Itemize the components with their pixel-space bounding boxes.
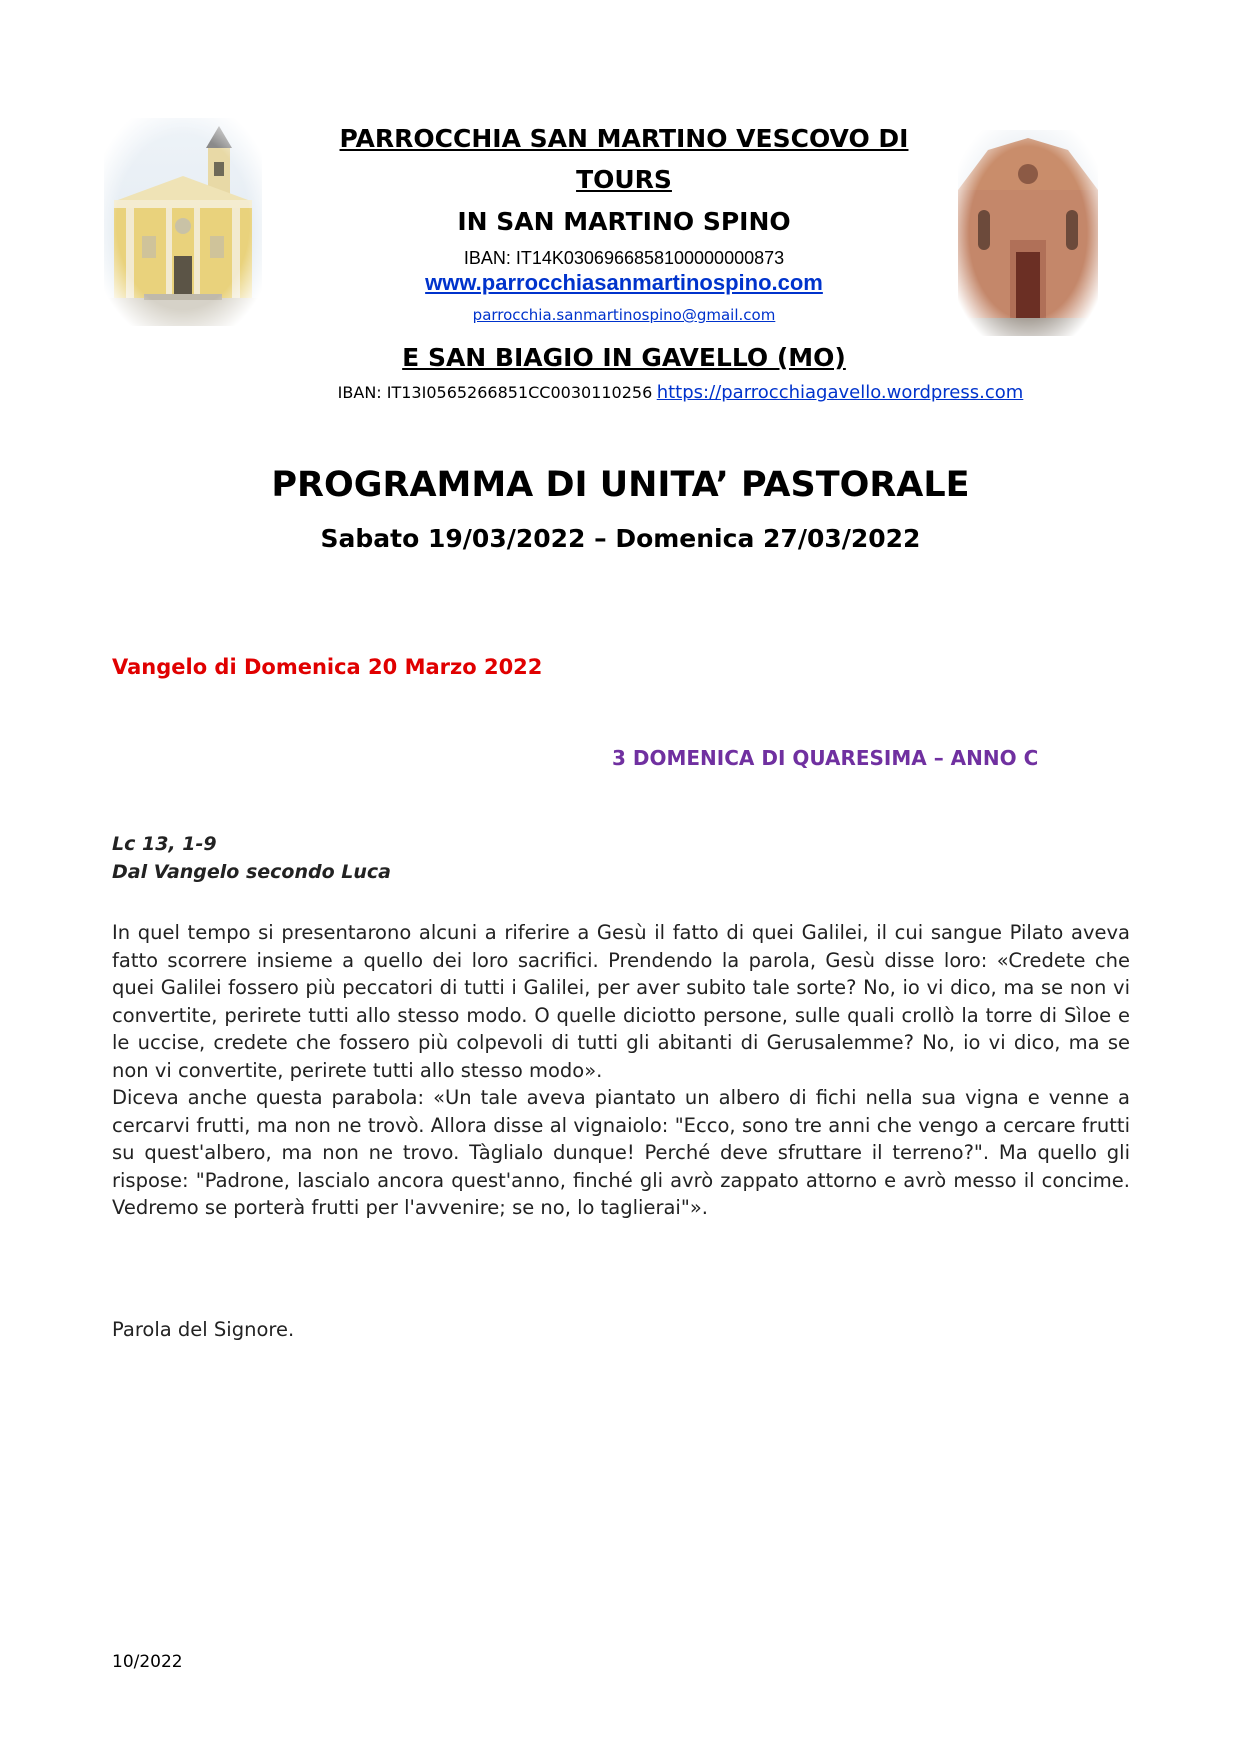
wordpress-link[interactable]: https://parrocchiagavello.wordpress.com bbox=[656, 382, 1024, 403]
page-number: 10/2022 bbox=[112, 1652, 183, 1672]
church-san-martino-image bbox=[104, 118, 262, 326]
parish-name-line1: PARROCCHIA SAN MARTINO VESCOVO DI bbox=[339, 124, 909, 153]
parish-location: IN SAN MARTINO SPINO bbox=[457, 207, 791, 236]
gospel-heading: Vangelo di Domenica 20 Marzo 2022 bbox=[112, 655, 543, 679]
iban-san-martino: IBAN: IT14K0306966858100000000873 bbox=[463, 248, 785, 268]
gospel-paragraph-1: In quel tempo si presentarono alcuni a riferire a Gesù il fatto di quei Galilei, il cui sangue Pilato aveva fatto scorrere insieme a quello dei loro sacrifici. Prendendo la parola, Gesù disse loro: «Credete che quei Galilei fossero più peccatori di tutti i Galilei, per aver subito tale sorte? No, io vi dico, ma se non vi convertite, perirete tutti allo stesso modo. O quelle diciotto persone, sulle quali crollò la torre di Sìloe e le uccise, credete che fossero più colpevoli di tutti gli abitanti di Gerusalemme? No, io vi dico, ma se non vi convertite, perirete tutti allo stesso modo». bbox=[112, 921, 1130, 1082]
program-dates: Sabato 19/03/2022 – Domenica 27/03/2022 bbox=[320, 524, 921, 553]
sunday-title: 3 DOMENICA DI QUARESIMA – ANNO C bbox=[612, 746, 1039, 770]
iban-gavello-line bbox=[0, 382, 1241, 403]
website-link[interactable]: www.parrocchiasanmartinospino.com bbox=[425, 270, 823, 295]
iban-gavello: IBAN: IT13I0565266851CC0030110256 bbox=[337, 383, 653, 402]
gospel-paragraph-2: Diceva anche questa parabola: «Un tale aveva piantato un albero di fichi nella sua vigna e venne a cercarvi frutti, ma non ne trovò. Allora disse al vignaiolo: "Ecco, sono tre anni che vengo a cercare frutti su quest'albero, ma non ne trovo. Tàglialo dunque! Perché deve sfruttare il terreno?". Ma quello gli rispose: "Padrone, lascialo ancora quest'anno, finché gli avrò zappato attorno e avrò messo il concime. Vedremo se porterà frutti per l'avvenire; se no, lo taglierai"». bbox=[112, 1086, 1130, 1219]
gospel-text bbox=[112, 919, 1130, 1222]
program-title: PROGRAMMA DI UNITA’ PASTORALE bbox=[271, 465, 970, 505]
gospel-reference: Lc 13, 1-9 bbox=[112, 833, 217, 855]
gospel-closing: Parola del Signore. bbox=[112, 1318, 295, 1341]
parish-name-line2: TOURS bbox=[576, 165, 672, 194]
email-link[interactable]: parrocchia.sanmartinospino@gmail.com bbox=[472, 306, 776, 324]
gospel-source: Dal Vangelo secondo Luca bbox=[112, 861, 391, 883]
church-san-biagio-image bbox=[958, 130, 1098, 336]
second-parish-name: E SAN BIAGIO IN GAVELLO (MO) bbox=[402, 343, 846, 372]
